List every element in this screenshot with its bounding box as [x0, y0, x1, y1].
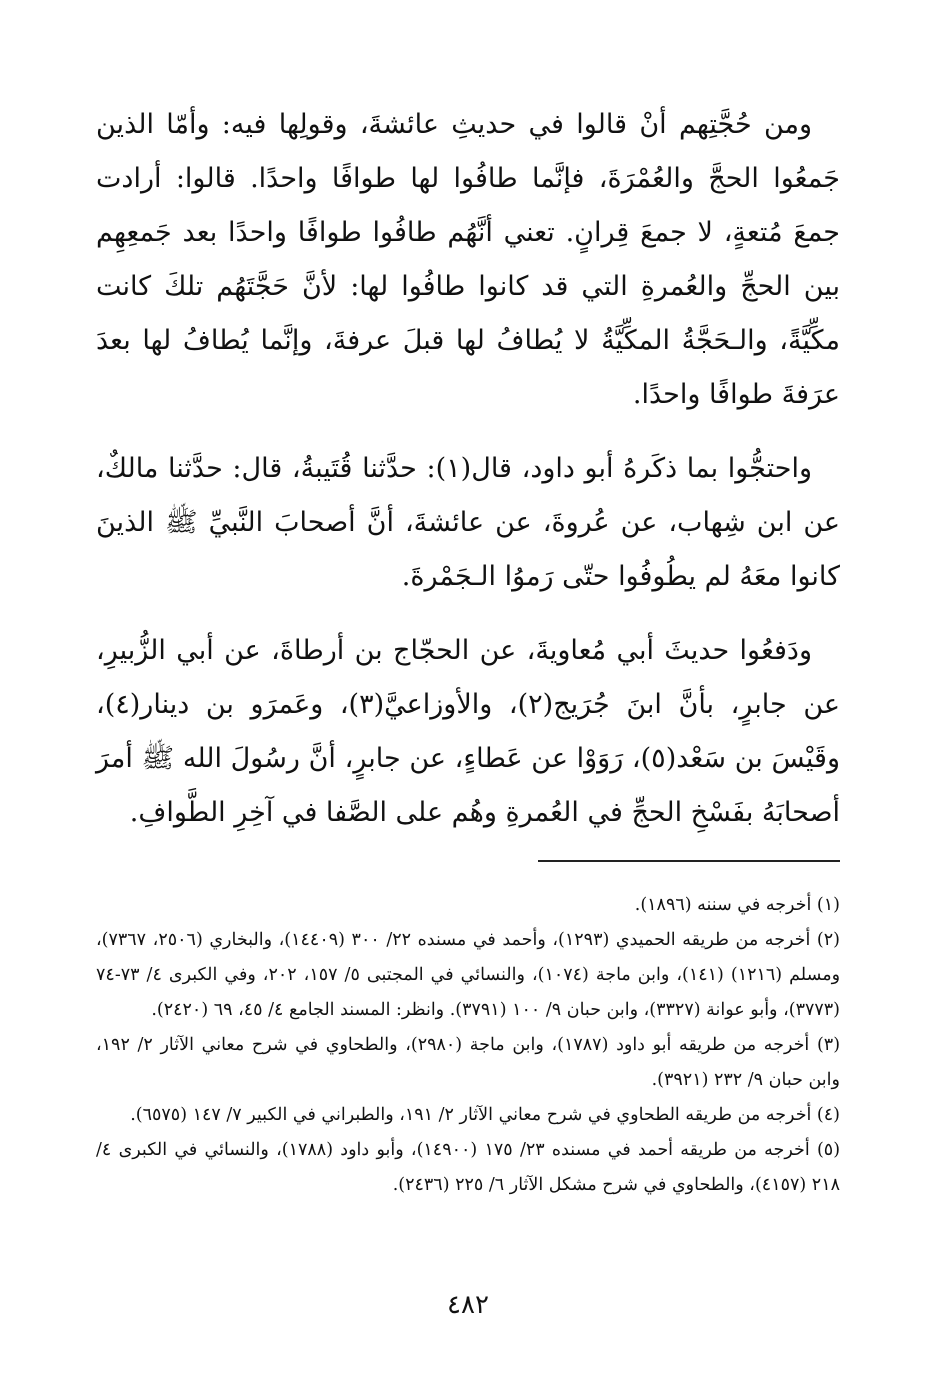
page-number: ٤٨٢ — [447, 1290, 489, 1320]
footnote-4: (٤) أخرجه من طريقه الطحاوي في شرح معاني الآثار ٢/ ١٩١، والطبراني في الكبير ٧/ ١٤٧ (٦٥٧٥). — [130, 1105, 840, 1125]
footnote-5: (٥) أخرجه من طريقه أحمد في مسنده ٢٣/ ١٧٥ (١٤٩٠٠)، وأبو داود (١٧٨٨)، والنسائي في الكبرى ٤/ ٢١٨ (٤١٥٧)، والطحاوي في شرح مشكل الآثار ٦/ ٢٢٥ (٢٤٣٦). — [96, 1140, 841, 1195]
paragraph-2: واحتجُّوا بما ذكَرهُ أبو داود، قال(١): حدَّثنا قُتَيبةُ، قال: حدَّثنا مالكٌ، عن ابن شِهاب، عن عُروةَ، عن عائشةَ، أنَّ أصحابَ النَّبيِّ ﷺ الذينَ كانوا معَهُ لم يطُوفُوا حتّى رَموُا الـجَمْرةَ. — [96, 453, 840, 592]
main-text — [96, 98, 840, 840]
paragraph-3: ودَفعُوا حديثَ أبي مُعاويةَ، عن الحجّاج بن أرطاةَ، عن أبي الزُّبيرِ، عن جابرٍ، بأنَّ ابنَ جُرَيج(٢)، والأوزاعيَّ(٣)، وعَمرَو بن دينار(٤)، وقَيْسَ بن سَعْد(٥)، رَوَوْا عن عَطاءٍ، عن جابرٍ، أنَّ رسُولَ الله ﷺ أمرَ أصحابَهُ بفَسْخِ الحجِّ في العُمرةِ وهُم على الصَّفا في آخِرِ الطَّوافِ. — [96, 635, 840, 828]
footnote-2: (٢) أخرجه من طريقه الحميدي (١٢٩٣)، وأحمد في مسنده ٢٢/ ٣٠٠ (١٤٤٠٩)، والبخاري (٢٥٠٦، ٧٣٦٧)، ومسلم (١٢١٦) (١٤١)، وابن ماجة (١٠٧٤)، والنسائي في المجتبى ٥/ ١٥٧، ٢٠٢، وفي الكبرى ٤/ ٧٣-٧٤ (٣٧٧٣)، وأبو عوانة (٣٣٢٧)، وابن حبان ٩/ ١٠٠ (٣٧٩١). وانظر: المسند الجامع ٤/ ٤٥، ٦٩ (٢٤٢٠). — [96, 930, 841, 1020]
footnotes — [96, 888, 840, 1203]
footnote-separator — [538, 860, 840, 862]
footnote-3: (٣) أخرجه من طريقه أبو داود (١٧٨٧)، وابن ماجة (٢٩٨٠)، والطحاوي في شرح معاني الآثار ٢/ ١٩٢، وابن حبان ٩/ ٢٣٢ (٣٩٢١). — [96, 1035, 841, 1090]
book-page — [96, 98, 840, 1348]
paragraph-1: ومن حُجَّتِهم أنْ قالوا في حديثِ عائشةَ، وقولِها فيه: وأمّا الذين جَمعُوا الحجَّ والعُمْرَةَ، فإنَّما طافُوا لها طوافًا واحدًا. قالوا: أرادت جمعَ مُتعةٍ، لا جمعَ قِرانٍ. تعني أنَّهُم طافُوا طوافًا واحدًا بعد جَمعِهِم بين الحجِّ والعُمرةِ التي قد كانوا طافُوا لها: لأنَّ حَجَّتَهُم تلكَ كانت مكِّيَّةً، والـحَجَّةُ المكِّيَّةُ لا يُطافُ لها قبلَ عرفةَ، وإنَّما يُطافُ لها بعدَ عرَفةَ طوافًا واحدًا. — [96, 109, 840, 410]
footnote-1: (١) أخرجه في سننه (١٨٩٦). — [634, 895, 840, 915]
